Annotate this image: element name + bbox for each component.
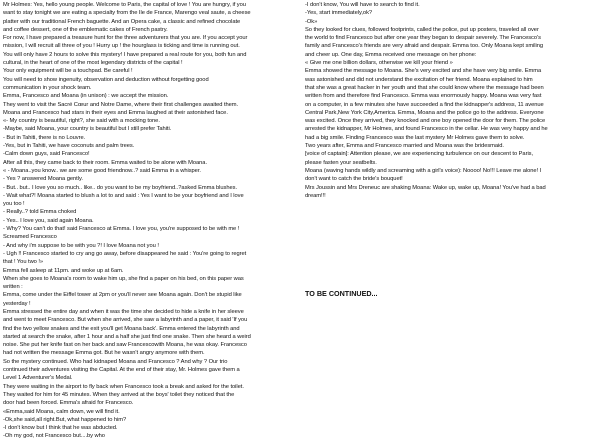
- left-column-text-line: - And why i'm suppose to be with you ?! I love Moana not you !: [3, 242, 159, 249]
- left-column-text-line: platter with our traditional French baguette. And an Opera cake, a classic and refined chocolate: [3, 18, 241, 25]
- left-column-text-line: you too !: [3, 201, 25, 208]
- left-column-text-line: - But in Tahiti, there is no Louvre.: [3, 134, 86, 141]
- left-column-text-line: -Maybe, said Moana, your country is beautiful but I still prefer Tahiti.: [3, 126, 172, 133]
- right-column-text-line: -Yes, start immediately,ok?: [305, 10, 373, 17]
- left-column-text-line: So the mystery continued. Who had kidnaped Moana and Francesco ? And why ? Our trio: [3, 358, 228, 365]
- left-column-text-line: They went to visit the Sacré Cœur and Notre Dame, where their first challenges awaited them.: [3, 101, 239, 108]
- left-column-text-line: - Yes ? answered Moana gently.: [3, 176, 83, 183]
- right-column-text-line: had a big smile. Finding Francesco was the last mystery Mr Holmes gave them to solve.: [305, 134, 525, 141]
- right-column-text-line: Emma showed the message to Moana. She's very excited and she have very big smile. Emma: [305, 68, 542, 75]
- left-column-text-line: mission, I will recruit all three of you ! Hurry up ! the hourglass is ticking and time is running out.: [3, 43, 240, 50]
- left-column-text-line: Level 1 Adventurer's Medal.: [3, 375, 73, 382]
- left-column-text-line: After all this, they came back to their room. Emma waited to be alone with Moana.: [3, 159, 208, 166]
- left-column-text-line: - Really..? told Emma choked: [3, 209, 77, 216]
- right-column-text-line: dream!!!: [305, 192, 326, 199]
- left-column-text-line: Your only equipment will be a touchpad. Be careful !: [3, 68, 133, 75]
- right-column-text-line: arrested the kidnapper, Mr Holmes, and found Francesco in the cellar. He was very happy and he: [305, 126, 548, 133]
- left-column-text-line: - Wait what?! Moana started to blush a lot to and said : Yes I want to be your boyfriend and I love: [3, 192, 244, 199]
- left-column-text-line: started at search the snake, after 1 hour and a half she just find one snake. Then she heard a weird: [3, 333, 251, 340]
- left-column-text-line: -Yes, but in Tahiti, we have coconuts and palm trees.: [3, 143, 135, 150]
- right-column-text-line: Two years after, Emma and Francesco married and Moana was the bridesmaid.: [305, 143, 504, 150]
- left-column-text-line: « - Moana..you know.. we are some good friendnow..? said Emma in a whisper.: [3, 167, 201, 174]
- left-text-column: [3, 1, 299, 441]
- left-column-text-line: written :: [3, 284, 23, 291]
- right-column-text-line: [voice of captain]: Attention please, we are experiencing turbulence on our descent to Paris,: [305, 151, 534, 158]
- left-column-text-line: For now, I have prepared a treasure hunt for the three adventurers that you are. If you accept your: [3, 35, 248, 42]
- left-column-text-line: «- My country is beautiful, right?, she said with a mocking tone.: [3, 118, 160, 125]
- left-column-text-line: They waited for him for 45 minutes. When they arrived at the boys' toilet they noticed that the: [3, 391, 235, 398]
- left-column-text-line: want to stay tonight we are eating a specialty from the Ile de France, Marengo veal saute, a cheese: [3, 10, 251, 17]
- right-column-text-line: So they looked for clues, followed footprints, called the police, put up posters, traveled all over: [305, 26, 539, 33]
- left-column-text-line: «Emma,said Moana, calm down, we will find it.: [3, 408, 120, 415]
- left-column-text-line: - Ugh !! Francesco started to cry ang go away, before disappeared he said : You're going to regret: [3, 250, 247, 257]
- left-column-text-line: Emma, come under the Eiffel tower at 2pm or you'll never see Moana again. Don't be stupid like: [3, 292, 242, 299]
- right-column-text-line: don't want to catch the bride's bouquet!: [305, 176, 403, 183]
- left-column-text-line: - Why? You can't do that! said Francesco at Emma. I love you, you're supposed to be with me !: [3, 226, 240, 233]
- left-column-text-line: When she goes to Moana's room to wake him up, she find a paper on his bed, on this paper was: [3, 275, 244, 282]
- left-column-text-line: and coffee dessert, one of the emblematic cakes of French pastry.: [3, 26, 168, 33]
- right-text-column: [305, 1, 597, 200]
- to-be-continued-text: TO BE CONTINUED...: [305, 289, 378, 298]
- left-column-text-line: They were waiting in the airport to fly back when Francesco took a break and asked for the toilet.: [3, 383, 244, 390]
- left-column-text-line: You will only have 2 hours to solve this mystery! I have prepared a real route for you, both fun and: [3, 51, 247, 58]
- left-column-text-line: continued their adventures visiting the Capital. At the end of their stay, Mr. Holmes gave them a: [3, 367, 240, 374]
- left-column-text-line: noise. She put her knife fast on her back and saw Francescowith Moana, he was okay. Francesco: [3, 342, 247, 349]
- right-column-text-line: and cheer up. One day, Emma received one message on her phone:: [305, 51, 477, 58]
- left-column-text-line: -I don't know but I think that he was abducted.: [3, 425, 118, 432]
- right-column-text-line: on a computer, in a few minutes she have succeeded a find the kidnapper's address, 11 avenue: [305, 101, 544, 108]
- left-column-text-line: -Calm down guys, said Francesco!: [3, 151, 90, 158]
- left-column-text-line: - But.. but.. I love you so much.. like.. do you want to be my boyfriend..?asked Emma blushes.: [3, 184, 238, 191]
- left-column-text-line: -Oh my god, not Francesco but....by who: [3, 433, 105, 440]
- right-column-text-line: -Ok»: [305, 18, 318, 25]
- left-column-text-line: Moana and Francesco had stars in their eyes and Emma laughed at their astonished face.: [3, 109, 228, 116]
- right-column-text-line: Central Park,New York City,America. Emma, Moana and the police go to the address. Everyone: [305, 109, 544, 116]
- right-column-text-line: family and Francesco's friends are very afraid and despair. Emma too. Only Moana kept smiling: [305, 43, 544, 50]
- right-column-text-line: please fasten your seatbelts.: [305, 159, 377, 166]
- left-column-text-line: that ! You two !»: [3, 259, 44, 266]
- right-column-text-line: « Give me one billion dollars, otherwise we kill your friend »: [305, 60, 453, 67]
- left-column-text-line: had not written the message Emma got. But he wasn't angry anymore with them.: [3, 350, 205, 357]
- right-column-text-line: Mrs Joussin and Mrs Dreneuc are shaking Moana: Wake up, wake up, Moana! You've had a bad: [305, 184, 546, 191]
- right-column-text-line: the world to find Francesco but after one year they began to despair severely. The Francesco's: [305, 35, 541, 42]
- right-column-text-line: written from and therefore find Francesco. Emma was enormously happy. Moana was very fast: [305, 93, 542, 100]
- left-column-text-line: You will need to show ingenuity, observation and deduction without forgetting good: [3, 76, 209, 83]
- left-column-text-line: Emma stressed the entire day and when it was the time she decided to hide a knife in her sleeve: [3, 308, 244, 315]
- right-column-text-line: Moana (waving hands wildly and screaming with a girl's voice): Noooo! No!!! Leave me alone! I: [305, 167, 542, 174]
- left-column-text-line: Screamed Francesco: [3, 234, 57, 241]
- left-column-text-line: door had been forced. Emma's afraid for Francesco.: [3, 400, 134, 407]
- right-column-text-line: -I don't know, You will have to search to find it.: [305, 2, 420, 8]
- left-column-text-line: and went to meet Francesco. But when she arrived, she saw a labyrinth and a paper, it said 'If you: [3, 317, 248, 324]
- left-column-text-line: Emma, Francesco and Moana (in unison) : we accept the mission.: [3, 93, 169, 100]
- left-column-text-line: Emma fell asleep at 11pm. and woke up at 6am.: [3, 267, 124, 274]
- left-column-text-line: - Yes.. I love you, said again Moana.: [3, 217, 94, 224]
- left-column-text-line: communication in your shock team.: [3, 84, 92, 91]
- left-column-text-line: cultural, in the heart of one of the most legendary districts of the capital !: [3, 60, 183, 67]
- left-column-text-line: yesterday !: [3, 300, 31, 307]
- left-column-text-line: -Ok,she said,all right.But, what happened to him?: [3, 416, 127, 423]
- right-column-text-line: was excited. Once they arrived, they knocked and one boy opened the door for them. The police: [305, 118, 546, 125]
- left-column-text-line: Mr Holmes: Yes, hello young people. Welcome to Paris, the capital of love ! You are hungry, if you: [3, 2, 246, 8]
- left-column-text-line: find the two yellow snakes and the exit you'll get Moana back'. Emma entered the labyrinth and: [3, 325, 240, 332]
- right-column-text-line: that she was a great hacker in her youth and that she could know where the message had been: [305, 84, 544, 91]
- right-column-text-line: was astonished and did not understand the excitation of her friend. Moana explained to him: [305, 76, 533, 83]
